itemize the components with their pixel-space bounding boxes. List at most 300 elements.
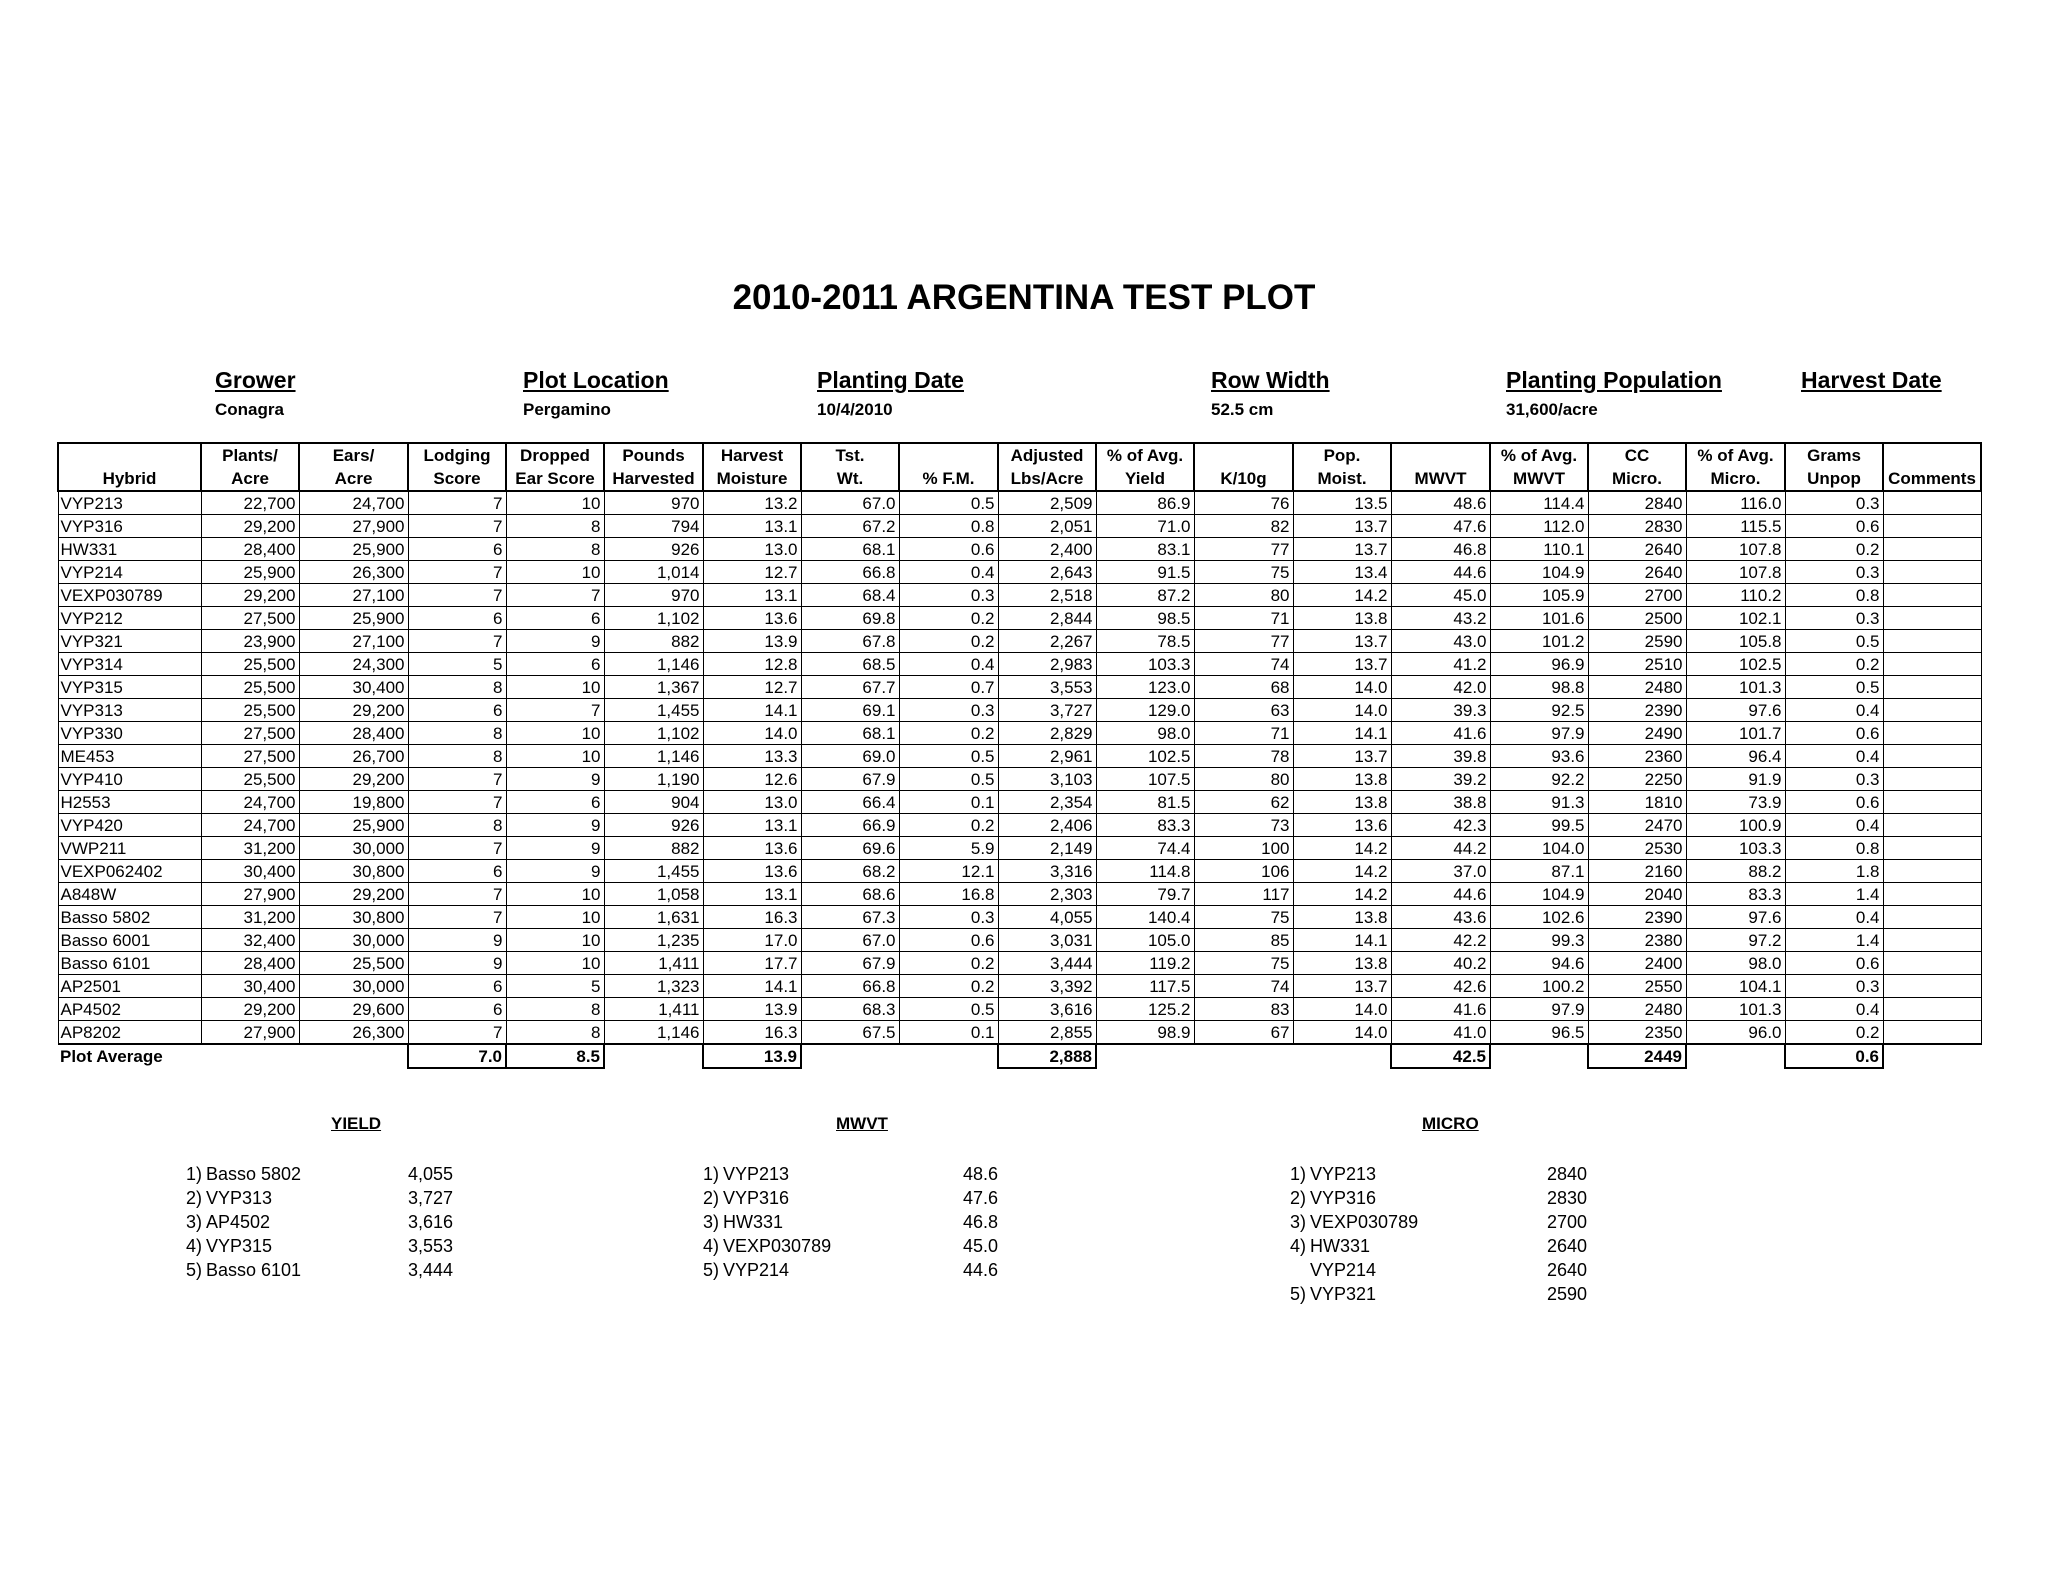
meta-label: Row Width [1211,367,1330,393]
hybrid-cell: VYP313 [58,699,201,722]
table-cell: 13.8 [1293,791,1391,814]
table-cell: 97.2 [1686,929,1785,952]
hybrid-cell: VYP212 [58,607,201,630]
table-cell: 105.9 [1490,584,1588,607]
table-cell: 68.3 [801,998,899,1021]
table-cell: 101.3 [1686,676,1785,699]
table-cell: 3,616 [998,998,1096,1021]
hybrid-cell: A848W [58,883,201,906]
table-cell: 30,400 [299,676,408,699]
table-cell: 101.7 [1686,722,1785,745]
avg-mwvt: 42.5 [1391,1044,1490,1068]
table-cell: 1,455 [604,699,703,722]
meta-row-width [1211,367,1330,420]
table-cell: 0.4 [1785,998,1883,1021]
column-header: MWVT [1391,443,1490,491]
table-cell: 0.4 [1785,699,1883,722]
table-cell: 97.6 [1686,906,1785,929]
table-cell: 67.3 [801,906,899,929]
summary-name: VYP316 [723,1188,790,1208]
table-cell: 25,900 [299,814,408,837]
summary-value: 45.0 [963,1236,999,1256]
table-cell: 13.3 [703,745,801,768]
table-cell: 2,400 [998,538,1096,561]
table-cell: 2700 [1588,584,1686,607]
table-cell: 79.7 [1096,883,1194,906]
table-cell [1883,837,1981,860]
table-cell: 77 [1194,630,1293,653]
table-cell: 42.0 [1391,676,1490,699]
hybrid-cell: VYP314 [58,653,201,676]
table-cell [1883,860,1981,883]
table-cell: 0.3 [1785,491,1883,515]
table-cell: 93.6 [1490,745,1588,768]
summary-name: VYP214 [723,1260,790,1280]
table-cell: 69.6 [801,837,899,860]
table-cell: 30,000 [299,929,408,952]
table-cell: 6 [408,607,506,630]
table-cell: 8 [408,745,506,768]
table-cell: 10 [506,952,604,975]
table-cell: 10 [506,906,604,929]
summary-value: 47.6 [963,1188,999,1208]
table-cell: 904 [604,791,703,814]
table-cell: 42.2 [1391,929,1490,952]
table-cell: 94.6 [1490,952,1588,975]
table-cell: 9 [506,768,604,791]
summary-item [693,1210,999,1234]
table-cell: 13.7 [1293,538,1391,561]
table-cell: 7 [408,837,506,860]
table-cell: 107.5 [1096,768,1194,791]
table-cell: 117 [1194,883,1293,906]
table-cell: 41.6 [1391,998,1490,1021]
summary-item [1280,1162,1588,1186]
table-cell: 96.5 [1490,1021,1588,1045]
table-cell: 0.5 [899,768,998,791]
table-cell: 2,844 [998,607,1096,630]
table-cell: 116.0 [1686,491,1785,515]
table-cell: 25,500 [201,653,299,676]
table-cell: 68 [1194,676,1293,699]
table-cell: 1.4 [1785,929,1883,952]
summary-value: 2830 [1547,1188,1588,1208]
table-cell: 16.3 [703,906,801,929]
table-cell: 86.9 [1096,491,1194,515]
table-cell: 0.3 [899,584,998,607]
table-cell: 43.6 [1391,906,1490,929]
table-cell: 129.0 [1096,699,1194,722]
table-cell: 0.2 [1785,653,1883,676]
hybrid-cell: VEXP062402 [58,860,201,883]
table-cell: 0.6 [899,538,998,561]
table-cell: 17.0 [703,929,801,952]
summary-rank: 5) [702,1260,719,1280]
table-cell: 13.9 [703,630,801,653]
table-cell: 73 [1194,814,1293,837]
table-cell: 5.9 [899,837,998,860]
summary-rank: 1) [702,1164,719,1184]
table-cell: 23,900 [201,630,299,653]
table-cell: 8 [408,814,506,837]
table-cell: 13.1 [703,515,801,538]
summary-rank: 1) [185,1164,202,1184]
column-header: Pop. Moist. [1293,443,1391,491]
table-cell: 2640 [1588,561,1686,584]
table-cell: 2500 [1588,607,1686,630]
column-header: CC Micro. [1588,443,1686,491]
table-cell: 9 [408,929,506,952]
table-cell: 39.2 [1391,768,1490,791]
micro-summary-list [1280,1162,1588,1306]
table-cell: 99.5 [1490,814,1588,837]
avg-lodging: 7.0 [408,1044,506,1068]
table-cell: 104.1 [1686,975,1785,998]
table-cell: 105.0 [1096,929,1194,952]
table-cell: 2550 [1588,975,1686,998]
table-cell: 0.7 [899,676,998,699]
hybrid-cell: VYP420 [58,814,201,837]
table-cell: 0.6 [899,929,998,952]
table-cell: 1,146 [604,1021,703,1045]
table-cell: 69.0 [801,745,899,768]
table-cell: 30,400 [201,975,299,998]
hybrid-cell: Basso 5802 [58,906,201,929]
hybrid-cell: VYP410 [58,768,201,791]
table-cell [1883,491,1981,515]
table-cell: 13.9 [703,998,801,1021]
summary-name: VYP313 [206,1188,273,1208]
table-cell: 3,553 [998,676,1096,699]
table-cell: 71 [1194,722,1293,745]
table-cell: 0.4 [1785,814,1883,837]
table-cell: 85 [1194,929,1293,952]
table-cell: 2,149 [998,837,1096,860]
summary-item [693,1162,999,1186]
column-header: Tst. Wt. [801,443,899,491]
table-header [58,443,1981,491]
table-cell: 9 [408,952,506,975]
plot-average-label: Plot Average [60,1047,163,1066]
table-cell: 12.7 [703,676,801,699]
table-cell: 43.0 [1391,630,1490,653]
summary-rank: 1) [1289,1164,1306,1184]
table-cell: 102.1 [1686,607,1785,630]
column-header: K/10g [1194,443,1293,491]
table-cell: 105.8 [1686,630,1785,653]
table-cell: 80 [1194,584,1293,607]
table-cell [1883,998,1981,1021]
table-cell [1883,814,1981,837]
table-cell: 14.1 [703,975,801,998]
table-cell: 2,354 [998,791,1096,814]
table-cell [1883,607,1981,630]
table-row [58,883,1981,906]
table-cell: 14.1 [1293,929,1391,952]
table-cell: 1,367 [604,676,703,699]
table-cell: 68.4 [801,584,899,607]
table-cell: 41.0 [1391,1021,1490,1045]
table-cell: 13.0 [703,538,801,561]
table-cell: 112.0 [1490,515,1588,538]
table-cell: 102.5 [1686,653,1785,676]
table-cell: 74.4 [1096,837,1194,860]
table-cell: 119.2 [1096,952,1194,975]
table-row [58,837,1981,860]
table-cell: 47.6 [1391,515,1490,538]
table-cell: 8 [408,722,506,745]
table-cell: 14.0 [1293,699,1391,722]
table-cell: 115.5 [1686,515,1785,538]
summary-name: AP4502 [206,1212,271,1232]
table-cell: 37.0 [1391,860,1490,883]
table-row [58,860,1981,883]
table-cell: 2380 [1588,929,1686,952]
table-cell: 29,200 [299,699,408,722]
table-cell: 0.4 [1785,906,1883,929]
summary-name: HW331 [723,1212,784,1232]
table-cell: 8 [506,515,604,538]
column-header: Harvest Moisture [703,443,801,491]
table-cell: 83.3 [1096,814,1194,837]
table-cell: 13.6 [703,860,801,883]
table-cell: 7 [408,1021,506,1045]
table-cell: 2,961 [998,745,1096,768]
meta-label: Grower [215,367,296,393]
table-cell: 0.3 [899,699,998,722]
table-cell: 16.3 [703,1021,801,1045]
table-cell: 62 [1194,791,1293,814]
table-cell: 123.0 [1096,676,1194,699]
table-cell [1883,538,1981,561]
table-cell: 82 [1194,515,1293,538]
table-cell: 3,727 [998,699,1096,722]
table-cell: 30,000 [299,837,408,860]
table-cell: 14.2 [1293,837,1391,860]
table-cell: 107.8 [1686,538,1785,561]
table-cell: 2840 [1588,491,1686,515]
table-cell: 2590 [1588,630,1686,653]
table-cell: 96.0 [1686,1021,1785,1045]
table-row [58,952,1981,975]
table-row [58,791,1981,814]
table-cell: 81.5 [1096,791,1194,814]
table-cell: 794 [604,515,703,538]
table-cell: 0.3 [1785,607,1883,630]
table-cell: 67.0 [801,491,899,515]
table-cell: 25,900 [201,561,299,584]
summary-item [693,1234,999,1258]
table-cell: 97.9 [1490,722,1588,745]
table-cell: 78 [1194,745,1293,768]
summary-item [1280,1258,1588,1282]
table-cell [1883,699,1981,722]
summary-rank: 4) [702,1236,719,1256]
table-cell: 2,267 [998,630,1096,653]
summary-name: VYP315 [206,1236,273,1256]
table-cell: 27,900 [201,883,299,906]
summary-value: 2640 [1547,1236,1588,1256]
table-cell: 3,103 [998,768,1096,791]
table-cell: 1,235 [604,929,703,952]
table-cell: 6 [408,538,506,561]
summary-value: 3,727 [408,1188,454,1208]
table-cell: 26,700 [299,745,408,768]
table-cell: 27,100 [299,584,408,607]
table-cell: 13.1 [703,814,801,837]
table-cell: 882 [604,837,703,860]
hybrid-cell: VEXP030789 [58,584,201,607]
table-cell: 1.4 [1785,883,1883,906]
table-cell: 2,983 [998,653,1096,676]
table-cell: 19,800 [299,791,408,814]
table-cell: 14.0 [1293,998,1391,1021]
meta-harvest-date [1801,367,1942,400]
table-cell [1883,906,1981,929]
column-header: Hybrid [58,443,201,491]
table-cell: 0.5 [1785,630,1883,653]
table-cell: 101.2 [1490,630,1588,653]
table-cell: 74 [1194,653,1293,676]
table-cell: 1,146 [604,653,703,676]
table-cell: 92.5 [1490,699,1588,722]
table-cell: 39.3 [1391,699,1490,722]
table-cell: 2470 [1588,814,1686,837]
table-cell: 10 [506,745,604,768]
hybrid-cell: Basso 6101 [58,952,201,975]
table-cell: 14.1 [1293,722,1391,745]
table-cell: 7 [408,768,506,791]
table-cell: 97.6 [1686,699,1785,722]
avg-adjusted: 2,888 [998,1044,1096,1068]
table-cell: 0.3 [1785,768,1883,791]
table-cell: 100.9 [1686,814,1785,837]
table-cell: 13.7 [1293,745,1391,768]
table-cell: 9 [506,837,604,860]
table-cell: 9 [506,860,604,883]
table-cell: 7 [408,584,506,607]
table-cell: 29,200 [201,515,299,538]
table-cell: 67.5 [801,1021,899,1045]
table-cell: 2160 [1588,860,1686,883]
table-cell: 0.2 [1785,538,1883,561]
table-cell: 114.4 [1490,491,1588,515]
table-cell: 2,855 [998,1021,1096,1045]
table-cell: 1,455 [604,860,703,883]
table-cell: 2250 [1588,768,1686,791]
table-cell: 71.0 [1096,515,1194,538]
micro-summary-heading: MICRO [1422,1114,1479,1133]
summary-name: VYP316 [1310,1188,1377,1208]
table-cell: 0.5 [1785,676,1883,699]
table-cell: 28,400 [201,952,299,975]
table-row [58,1021,1981,1045]
table-cell: 140.4 [1096,906,1194,929]
table-cell: 970 [604,584,703,607]
plot-average-row [58,1044,1981,1068]
meta-plot-location [523,367,669,420]
table-cell: 13.4 [1293,561,1391,584]
table-cell: 8 [506,1021,604,1045]
summary-rank: 5) [185,1260,202,1280]
summary-value: 4,055 [408,1164,454,1184]
table-cell: 14.2 [1293,584,1391,607]
table-row [58,607,1981,630]
table-cell [1883,745,1981,768]
table-cell: 101.6 [1490,607,1588,630]
table-cell: 2,303 [998,883,1096,906]
table-cell: 48.6 [1391,491,1490,515]
table-cell: 12.7 [703,561,801,584]
table-cell: 0.6 [1785,952,1883,975]
table-cell: 77 [1194,538,1293,561]
table-cell: 5 [506,975,604,998]
table-cell [1883,1021,1981,1045]
table-cell: 30,800 [299,860,408,883]
table-cell: 110.1 [1490,538,1588,561]
meta-value: 10/4/2010 [817,400,893,419]
table-cell: 98.0 [1096,722,1194,745]
table-cell [1883,584,1981,607]
table-cell: 107.8 [1686,561,1785,584]
table-cell: 71 [1194,607,1293,630]
table-cell: 22,700 [201,491,299,515]
table-cell: 13.6 [703,607,801,630]
table-cell: 2,406 [998,814,1096,837]
table-row [58,538,1981,561]
table-cell: 102.6 [1490,906,1588,929]
avg-micro: 2449 [1588,1044,1686,1068]
table-cell [1883,952,1981,975]
table-cell: 41.2 [1391,653,1490,676]
table-cell: 99.3 [1490,929,1588,952]
table-cell: 5 [408,653,506,676]
table-cell: 14.2 [1293,860,1391,883]
hybrid-cell: VYP321 [58,630,201,653]
test-plot-table [57,442,1982,1069]
table-cell: 3,031 [998,929,1096,952]
column-header: Pounds Harvested [604,443,703,491]
table-cell: 103.3 [1096,653,1194,676]
avg-unpop: 0.6 [1785,1044,1883,1068]
table-cell: 27,500 [201,722,299,745]
table-cell [1883,768,1981,791]
table-cell: 2510 [1588,653,1686,676]
table-row [58,814,1981,837]
summary-value: 2640 [1547,1260,1588,1280]
table-cell [1883,791,1981,814]
summary-value: 2700 [1547,1212,1588,1232]
column-header: % of Avg. MWVT [1490,443,1588,491]
table-cell: 68.1 [801,538,899,561]
table-cell: 67 [1194,1021,1293,1045]
table-cell: 125.2 [1096,998,1194,1021]
summary-item [693,1186,999,1210]
table-cell: 7 [408,491,506,515]
table-cell: 2830 [1588,515,1686,538]
hybrid-cell: VYP214 [58,561,201,584]
table-cell: 102.5 [1096,745,1194,768]
column-header: % of Avg. Micro. [1686,443,1785,491]
table-cell: 98.9 [1096,1021,1194,1045]
table-cell [1883,929,1981,952]
summary-name: VYP214 [1310,1260,1377,1280]
table-cell: 0.8 [1785,837,1883,860]
table-cell: 29,600 [299,998,408,1021]
table-cell: 68.1 [801,722,899,745]
table-cell: 13.6 [703,837,801,860]
summary-rank: 2) [185,1188,202,1208]
